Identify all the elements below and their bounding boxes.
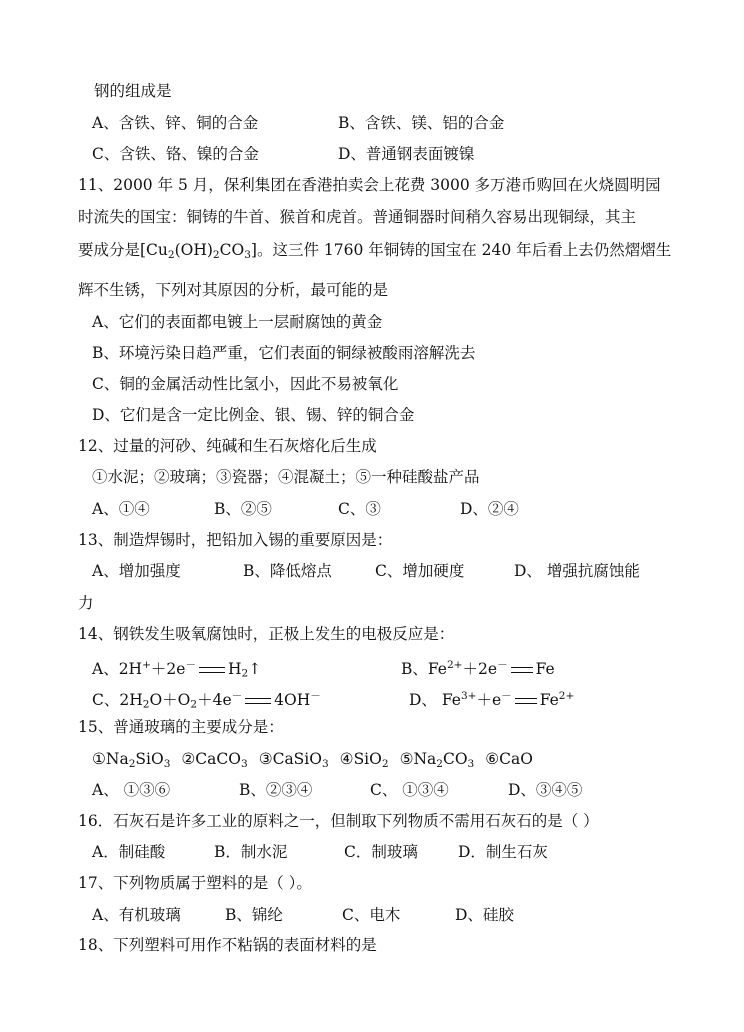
q15-sub: 3 [163,757,171,770]
q14-c-sup: － [231,690,243,702]
q14-option-d [409,686,574,710]
q14-c-sub: 2 [190,698,198,711]
q14-d-sup: 2+ [558,690,575,702]
q15-option-d: D、③④⑤ [508,781,583,799]
q14-b-lhs: B、Fe [401,659,447,678]
q14-a-sup: － [185,659,196,671]
q15-sub: 2 [128,757,136,770]
q14-c-rhs: 4OH [274,690,311,709]
q13-option-b: B、降低熔点 [243,562,332,580]
q12-option-c: C、③ [338,500,381,518]
q16-option-d: D．制生石灰 [458,843,548,861]
q15-item: ③CaSiO [258,750,322,768]
q14-a-sup: + [142,659,151,671]
q15-option-b: B、②③④ [239,781,313,799]
q12-option-b: B、②⑤ [214,500,272,518]
q10-option-b: B、含铁、镁、铝的合金 [338,114,505,132]
q11-formula-oh: (OH) [174,241,213,259]
q14-a-gas-arrow: ↑ [248,659,262,678]
q15-sub: 3 [467,757,475,770]
q10-stem-tail: 钢的组成是 [94,82,172,100]
q11-line-3-tail: ]。这三件 1760 年铜铸的国宝在 240 年后看上去仍然熠熠生 [250,241,672,259]
q14-b-sup: － [497,659,508,671]
q14-b-rhs: Fe [535,659,555,678]
q11-option-c: C、铜的金属活动性比氢小，因此不易被氧化 [92,375,399,393]
q18-stem: 18、下列塑料可用作不粘锅的表面材料的是 [78,936,377,954]
q13-option-a: A、增加强度 [92,562,181,580]
q14-d-mid: ＋e [476,690,502,709]
q15-option-c: C、 ①③④ [370,781,449,799]
q15-item: ⑥CaO [485,750,533,768]
q11-sub: 2 [212,248,220,261]
q12-stem: 12、过量的河砂、纯碱和生石灰熔化后生成 [78,437,377,455]
equals-sign-icon [245,698,271,704]
q14-d-lhs: D、 Fe [409,690,461,709]
q13-option-c: C、增加硬度 [375,562,465,580]
q11-line-4: 辉不生锈，下列对其原因的分析，最可能的是 [78,281,389,299]
q14-c-mid: O＋O [149,690,191,709]
equals-sign-icon [199,667,225,673]
q16-option-a: A．制硅酸 [92,843,166,861]
q16-option-b: B．制水泥 [214,843,288,861]
q14-a-rhs: H [227,659,242,678]
q14-stem: 14、钢铁发生吸氧腐蚀时，正极上发生的电极反应是： [78,625,455,643]
q15-item: SiO [135,750,164,768]
q17-option-c: C、电木 [342,906,401,924]
q14-a-mid: ＋2e [150,659,186,678]
q11-line-3 [78,240,671,265]
q14-d-sup: － [501,690,512,702]
q15-item: ①Na [92,750,129,768]
q10-option-a: A、含铁、锌、铜的合金 [92,114,259,132]
q15-item: ④SiO [339,750,382,768]
equals-sign-icon [511,667,533,673]
equals-sign-icon [515,698,537,704]
q14-d-rhs: Fe [539,690,559,709]
q14-c-mid: ＋4e [197,690,232,709]
q11-option-a: A、它们的表面都电镀上一层耐腐蚀的黄金 [92,313,383,331]
q12-option-a: A、①④ [92,500,150,518]
q11-sub: 3 [244,248,251,261]
q16-stem: 16．石灰石是许多工业的原料之一，但制取下列物质不需用石灰石的是（ ） [78,812,599,830]
q15-item: CO [442,750,468,768]
q14-option-b [401,655,555,679]
q14-b-mid: ＋2e [462,659,498,678]
q15-items [92,749,533,774]
q14-c-sub: 2 [142,698,150,711]
q14-option-a [92,655,261,684]
q14-option-c [92,686,321,715]
q17-option-a: A、有机玻璃 [92,906,181,924]
q13-wrap: 力 [78,594,94,612]
q11-formula-co: CO [219,241,245,259]
q16-option-c: C．制玻璃 [344,843,418,861]
q17-option-d: D、硅胶 [455,906,514,924]
q15-item: ②CaCO [181,750,241,768]
q17-stem: 17、下列物质属于塑料的是（ ）。 [78,874,312,892]
q14-c-lhs: C、2H [92,690,143,709]
q14-c-sup: － [310,690,321,702]
q11-line-2: 时流失的国宝：铜铸的牛首、猴首和虎首。普通铜器时间稍久容易出现铜绿，其主 [78,208,637,226]
q13-option-d: D、 增强抗腐蚀能 [514,562,640,580]
q15-sub: 2 [381,757,389,770]
q15-sub: 3 [240,757,248,770]
q14-b-sup: 2+ [446,659,463,671]
q15-sub: 2 [436,757,443,770]
q11-sub: 2 [167,248,175,261]
q15-option-a: A、 ①③⑥ [92,781,171,799]
q11-line-1: 11、2000 年 5 月，保利集团在香港拍卖会上花费 3000 多万港币购回在火烧圆明园 [78,176,661,194]
q17-option-b: B、锦纶 [225,906,283,924]
q14-a-lhs: A、2H [92,659,143,678]
q15-item: ⑤Na [399,750,437,768]
q15-stem: 15、普通玻璃的主要成分是： [78,718,284,736]
q10-option-c: C、含铁、铬、镍的合金 [92,145,259,163]
q14-a-sub: 2 [241,667,249,680]
q13-stem: 13、制造焊锡时，把铅加入锡的重要原因是： [78,531,393,549]
q10-option-d: D、普通钢表面镀镍 [338,145,475,163]
q11-formula-open: 要成分是[Cu [78,241,168,259]
q14-d-sup: 3+ [460,690,477,702]
q11-option-b: B、环境污染日趋严重，它们表面的铜绿被酸雨溶解洗去 [92,344,476,362]
q12-items: ①水泥；②玻璃；③瓷器；④混凝土；⑤一种硅酸盐产品 [92,468,480,486]
q15-sub: 3 [321,757,329,770]
q12-option-d: D、②④ [460,500,519,518]
q11-option-d: D、它们是含一定比例金、银、锡、锌的铜合金 [92,406,415,424]
